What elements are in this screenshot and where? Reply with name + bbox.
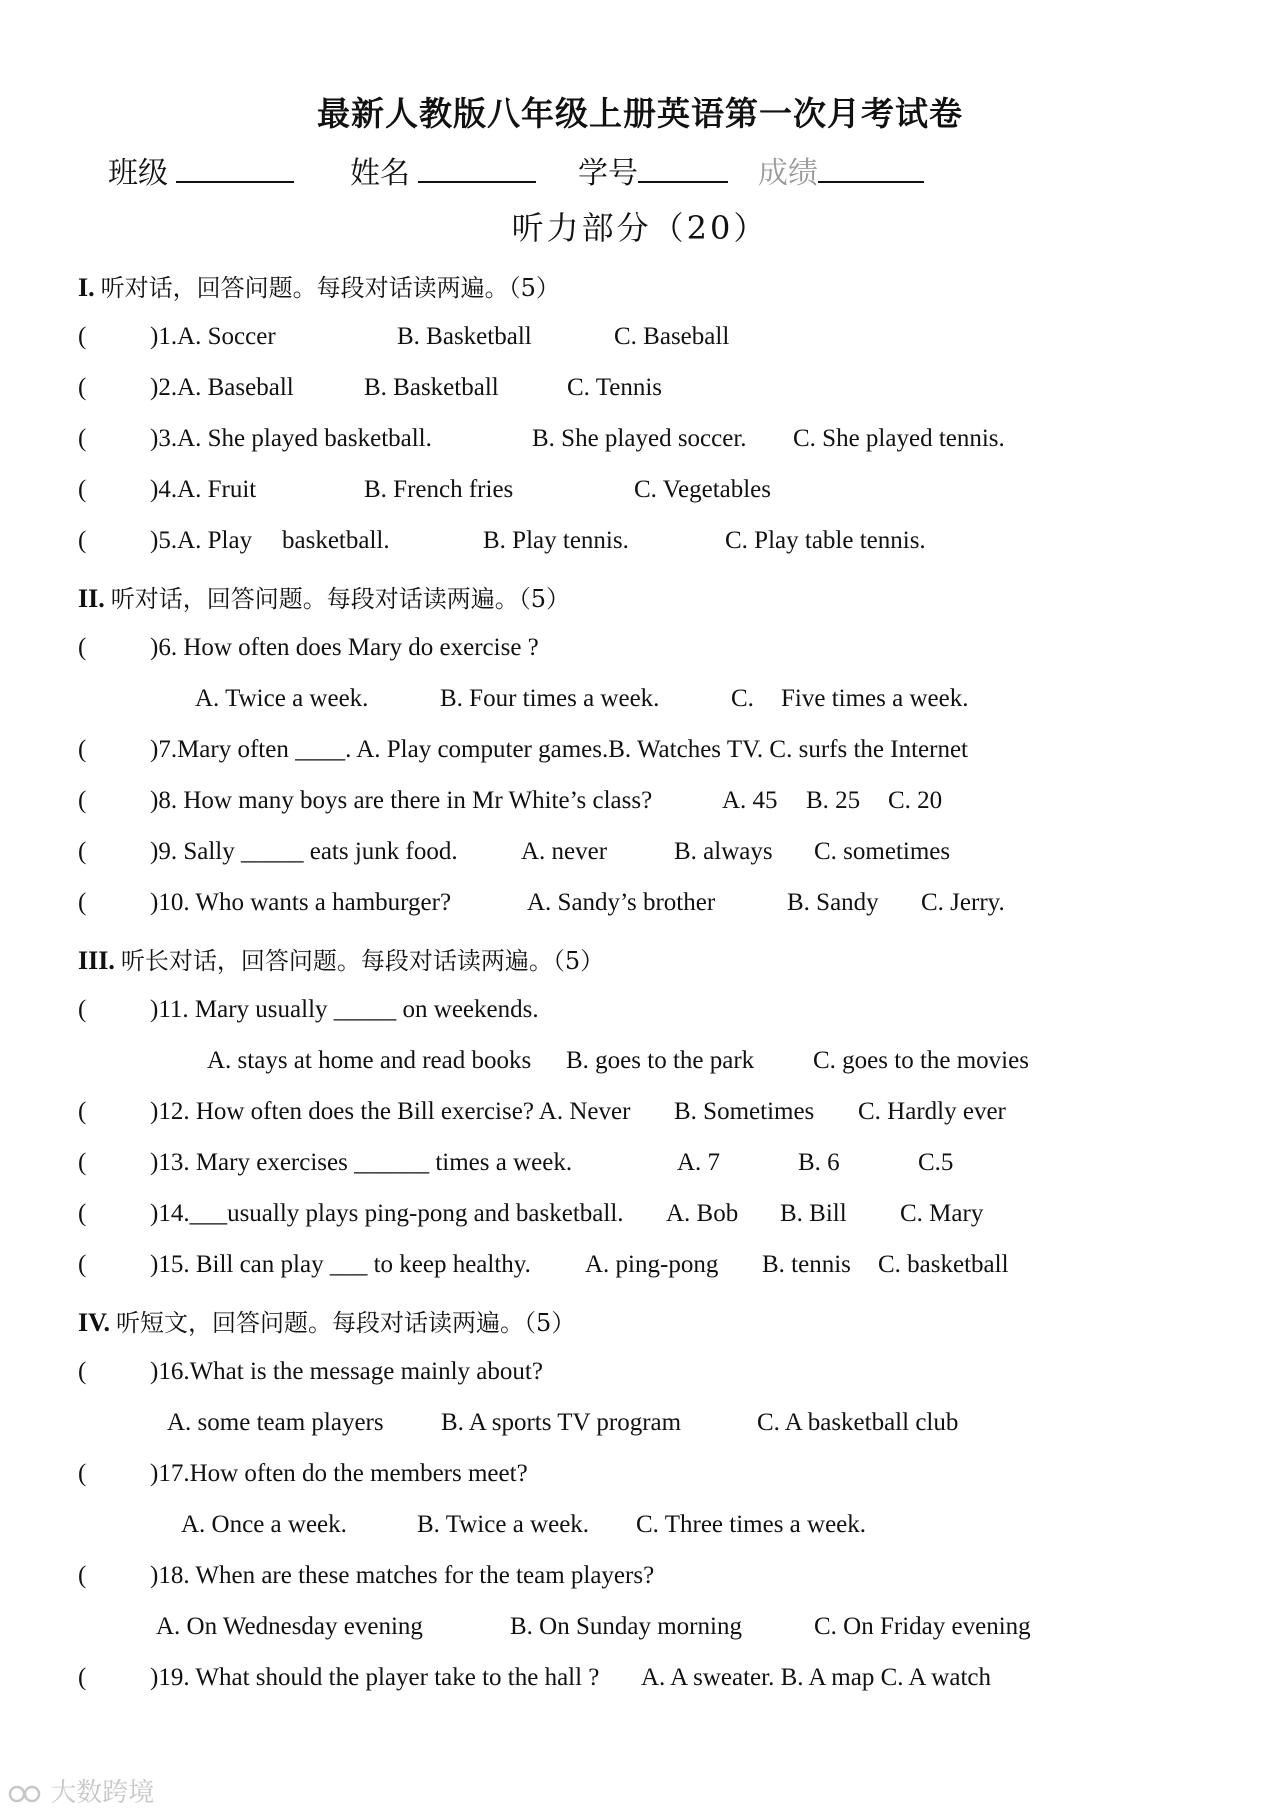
question-5-stem-cont: basketball. bbox=[282, 527, 390, 554]
answer-paren: ( bbox=[78, 1664, 87, 1691]
question-6-option-b: B. Four times a week. bbox=[440, 685, 660, 712]
question-6-option-c-text: Five times a week. bbox=[781, 685, 969, 712]
listening-section-title: 听力部分（20） bbox=[511, 209, 769, 247]
question-14-stem: )14.___usually plays ping-pong and basketball. bbox=[150, 1200, 624, 1227]
question-11-option-b: B. goes to the park bbox=[566, 1047, 755, 1074]
watermark bbox=[8, 1772, 154, 1809]
question-12-option-c: C. Hardly ever bbox=[858, 1098, 1006, 1125]
question-17-option-c: C. Three times a week. bbox=[636, 1511, 867, 1538]
answer-paren: ( bbox=[78, 996, 87, 1023]
question-18-option-b: B. On Sunday morning bbox=[510, 1613, 742, 1640]
question-13-option-c: C.5 bbox=[918, 1149, 954, 1176]
question-18-option-c: C. On Friday evening bbox=[814, 1613, 1031, 1640]
section-number: I. bbox=[78, 273, 95, 302]
question-1-option-c: C. Baseball bbox=[614, 323, 730, 350]
section-number: IV. bbox=[78, 1308, 111, 1337]
question-6-option-a: A. Twice a week. bbox=[195, 685, 369, 712]
question-1-option-b: B. Basketball bbox=[397, 323, 532, 350]
answer-paren: ( bbox=[78, 1098, 87, 1125]
question-4-option-c: C. Vegetables bbox=[634, 476, 772, 503]
question-4-option-b: B. French fries bbox=[364, 476, 514, 503]
question-8-option-a: A. 45 bbox=[722, 787, 778, 814]
watermark-logo-icon bbox=[8, 1781, 42, 1807]
question-2-option-c: C. Tennis bbox=[567, 374, 663, 401]
name-blank[interactable] bbox=[418, 157, 536, 183]
section-number: III. bbox=[78, 946, 115, 975]
id-blank[interactable] bbox=[638, 157, 728, 183]
question-5-option-c: C. Play table tennis. bbox=[725, 527, 926, 554]
exam-title: 最新人教版八年级上册英语第一次月考试卷 bbox=[317, 94, 963, 133]
score-field bbox=[758, 148, 924, 192]
question-8-option-b: B. 25 bbox=[806, 787, 861, 814]
question-11-option-a: A. stays at home and read books bbox=[207, 1047, 532, 1074]
question-15-option-c: C. basketball bbox=[878, 1251, 1009, 1278]
question-15-stem: )15. Bill can play ___ to keep healthy. bbox=[150, 1251, 531, 1278]
question-4-stem: )4.A. Fruit bbox=[150, 476, 257, 503]
answer-paren: ( bbox=[78, 1251, 87, 1278]
section-heading bbox=[78, 268, 560, 303]
question-6-stem: )6. How often does Mary do exercise ? bbox=[150, 634, 539, 661]
question-8-stem: )8. How many boys are there in Mr White’s class? bbox=[150, 787, 653, 814]
question-11-stem: )11. Mary usually _____ on weekends. bbox=[150, 996, 539, 1023]
question-17-stem: )17.How often do the members meet? bbox=[150, 1460, 528, 1487]
question-12-option-b: B. Sometimes bbox=[674, 1098, 815, 1125]
question-16-option-a: A. some team players bbox=[167, 1409, 384, 1436]
question-19-stem: )19. What should the player take to the hall ? bbox=[150, 1664, 600, 1691]
question-10-stem: )10. Who wants a hamburger? bbox=[150, 889, 452, 916]
name-label: 姓名 bbox=[350, 156, 410, 191]
question-7-stem: )7.Mary often ____. A. Play computer games.B. Watches TV. C. surfs the Internet bbox=[150, 736, 968, 763]
question-9-option-a: A. never bbox=[521, 838, 608, 865]
question-3-option-b: B. She played soccer. bbox=[532, 425, 747, 452]
answer-paren: ( bbox=[78, 787, 87, 814]
question-13-option-b: B. 6 bbox=[798, 1149, 840, 1176]
question-16-option-c: C. A basketball club bbox=[757, 1409, 959, 1436]
question-17-option-b: B. Twice a week. bbox=[417, 1511, 590, 1538]
question-14-option-c: C. Mary bbox=[900, 1200, 984, 1227]
question-10-option-b: B. Sandy bbox=[787, 889, 879, 916]
answer-paren: ( bbox=[78, 374, 87, 401]
question-16-stem: )16.What is the message mainly about? bbox=[150, 1358, 543, 1385]
question-2-option-b: B. Basketball bbox=[364, 374, 499, 401]
section-heading bbox=[78, 1303, 575, 1338]
answer-paren: ( bbox=[78, 476, 87, 503]
watermark-text: 大数跨境 bbox=[50, 1778, 155, 1808]
answer-paren: ( bbox=[78, 1460, 87, 1487]
question-16-option-b: B. A sports TV program bbox=[441, 1409, 682, 1436]
question-5-option-b: B. Play tennis. bbox=[483, 527, 629, 554]
section-number: II. bbox=[78, 584, 105, 613]
answer-paren: ( bbox=[78, 634, 87, 661]
id-field bbox=[578, 148, 728, 192]
question-14-option-b: B. Bill bbox=[780, 1200, 847, 1227]
answer-paren: ( bbox=[78, 1149, 87, 1176]
question-10-option-a: A. Sandy’s brother bbox=[527, 889, 716, 916]
question-6-option-c: C. bbox=[731, 685, 754, 712]
question-9-option-c: C. sometimes bbox=[814, 838, 951, 865]
question-15-option-b: B. tennis bbox=[762, 1251, 851, 1278]
question-1-stem: )1.A. Soccer bbox=[150, 323, 276, 350]
question-3-stem: )3.A. She played basketball. bbox=[150, 425, 432, 452]
id-label: 学号 bbox=[578, 156, 638, 191]
question-14-option-a: A. Bob bbox=[666, 1200, 739, 1227]
question-5-stem: )5.A. Play bbox=[150, 527, 253, 554]
class-label: 班级 bbox=[108, 156, 168, 191]
question-3-option-c: C. She played tennis. bbox=[793, 425, 1005, 452]
question-13-stem: )13. Mary exercises ______ times a week. bbox=[150, 1149, 573, 1176]
question-10-option-c: C. Jerry. bbox=[921, 889, 1005, 916]
question-13-option-a: A. 7 bbox=[677, 1149, 721, 1176]
section-instruction: 听长对话，回答问题。每段对话读两遍。（5） bbox=[120, 947, 605, 975]
class-field bbox=[108, 148, 294, 192]
score-label: 成绩 bbox=[758, 156, 818, 191]
question-15-option-a: A. ping-pong bbox=[585, 1251, 719, 1278]
answer-paren: ( bbox=[78, 889, 87, 916]
section-instruction: 听对话，回答问题。每段对话读两遍。（5） bbox=[110, 585, 571, 613]
question-18-stem: )18. When are these matches for the team players? bbox=[150, 1562, 655, 1589]
answer-paren: ( bbox=[78, 838, 87, 865]
answer-paren: ( bbox=[78, 1200, 87, 1227]
answer-paren: ( bbox=[78, 1358, 87, 1385]
question-17-option-a: A. Once a week. bbox=[181, 1511, 347, 1538]
question-9-option-b: B. always bbox=[674, 838, 773, 865]
answer-paren: ( bbox=[78, 1562, 87, 1589]
question-12-stem: )12. How often does the Bill exercise? A. Never bbox=[150, 1098, 631, 1125]
section-heading bbox=[78, 941, 604, 976]
class-blank[interactable] bbox=[176, 157, 294, 183]
section-instruction: 听对话，回答问题。每段对话读两遍。（5） bbox=[100, 274, 560, 302]
question-18-option-a: A. On Wednesday evening bbox=[156, 1613, 423, 1640]
answer-paren: ( bbox=[78, 323, 87, 350]
question-2-stem: )2.A. Baseball bbox=[150, 374, 294, 401]
question-19-options: A. A sweater. B. A map C. A watch bbox=[641, 1664, 991, 1691]
section-heading bbox=[78, 579, 570, 614]
question-9-stem: )9. Sally _____ eats junk food. bbox=[150, 838, 458, 865]
section-instruction: 听短文，回答问题。每段对话读两遍。（5） bbox=[116, 1309, 576, 1337]
answer-paren: ( bbox=[78, 527, 87, 554]
question-11-option-c: C. goes to the movies bbox=[813, 1047, 1029, 1074]
name-field bbox=[350, 148, 536, 192]
answer-paren: ( bbox=[78, 425, 87, 452]
question-8-option-c: C. 20 bbox=[888, 787, 943, 814]
score-blank[interactable] bbox=[818, 157, 924, 183]
answer-paren: ( bbox=[78, 736, 87, 763]
